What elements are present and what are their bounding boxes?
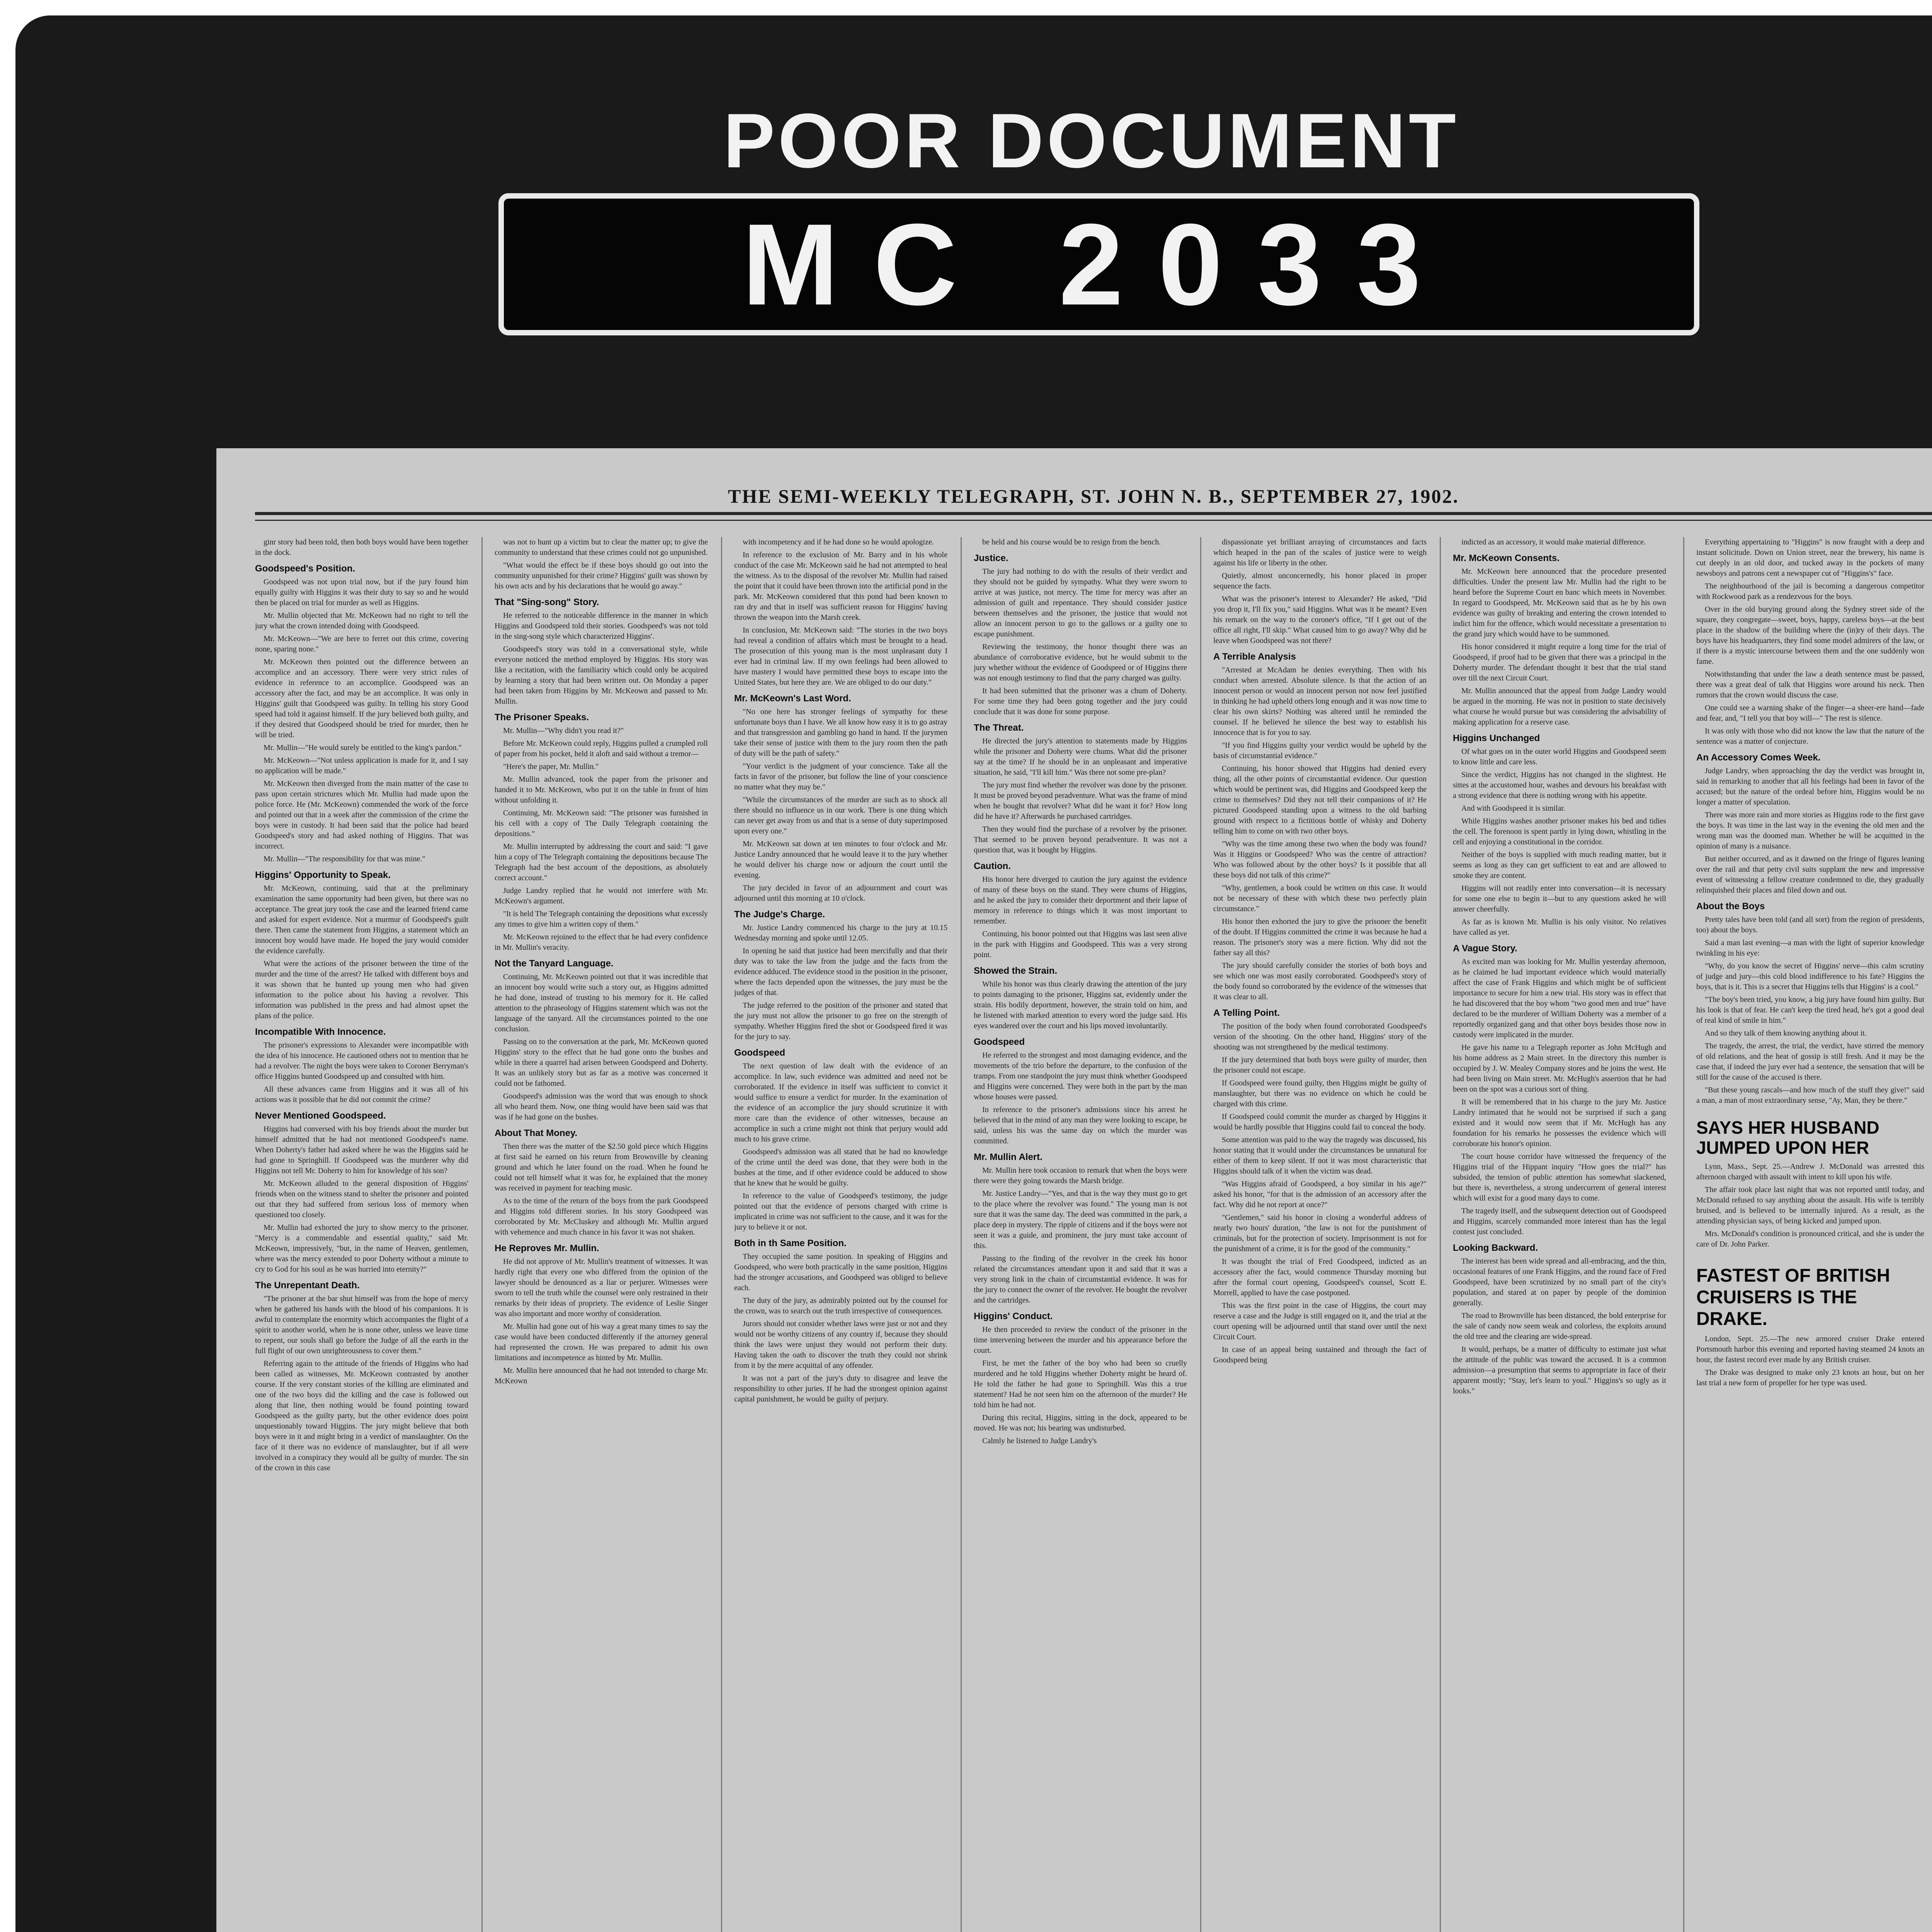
paragraph: Mrs. McDonald's condition is pronounced critical, and she is under the care of Dr. John Parker. [1696, 1230, 1924, 1248]
paragraph: In case of an appeal being sustained and through the fact of Goodspeed being [1213, 1345, 1427, 1364]
paragraph: "Here's the paper, Mr. Mullin." [503, 762, 599, 771]
paragraph: Referring again to the attitude of the friends of Higgins who had been called as witnesses, Mr. McKeown contrasted by another course. If the very constant stories of the killing are eliminated and one of the two boys did the killing and the case is followed out along that line, then nothing would be found pointing toward Goodspeed as the guilty party, but the other evidence does point unquestionably toward Higgins. The jury might believe that both boys were in it and might bring in a verdict of manslaughter. On the face of it there was no evidence of manslaughter, but if all were involved in a conspiracy they would all be guilty of murder. The sin of the crown in this case [255, 1359, 468, 1472]
text-column-6 [1453, 537, 1666, 1932]
paragraph: Reviewing the testimony, the honor thought there was an abundance of corroborative evidence, but he would submit to the jury whether without the evidence of Goodspeed or of Higgins there was not enough testimony to find that the party charged was guilty. [974, 643, 1187, 682]
paragraph: Of what goes on in the outer world Higgins and Goodspeed seem to know little and care less. [1453, 747, 1666, 766]
paragraph: Continuing, Mr. McKeown said: "The prisoner was furnished in his cell with a copy of The Daily Telegraph containing the depositions." [495, 809, 708, 838]
section-heading: Higgins Unchanged [1453, 733, 1540, 743]
paragraph: Continuing, his honor pointed out that Higgins was last seen alive in the park with Higgins and Goodspeed. This was a very strong point. [974, 930, 1187, 959]
paragraph: Judge Landry, when approaching the day the verdict was brought in, said in remarking to another that all his feelings had been in favor of the accused; but the nature of the ordeal before him, Higgins would be no longer a matter of speculation. [1696, 767, 1924, 806]
paragraph: was not to hunt up a victim but to clear the matter up; to give the community to understand that these crimes could not go unpunished. [495, 538, 708, 557]
paragraph: with incompetency and if he had done so he would apologize. [743, 538, 934, 546]
section-heading: A Terrible Analysis [1213, 651, 1296, 662]
paragraph: "If you find Higgins guilty your verdict would be upheld by the basis of circumstantial evidence." [1213, 741, 1427, 760]
masthead-rule [255, 512, 1932, 515]
section-heading: That "Sing-song" Story. [495, 597, 599, 607]
paragraph: During this recital, Higgins, sitting in the dock, appeared to be moved. He was not; his bearing was undisturbed. [974, 1413, 1187, 1432]
paragraph: It had been submitted that the prisoner was a chum of Doherty. For some time they had been going together and the jury could conclude that it was done for some purpose. [974, 687, 1187, 716]
section-heading: Showed the Strain. [974, 966, 1058, 976]
paragraph: "No one here has stronger feelings of sympathy for these unfortunate boys than I have. We all know how easy it is to go astray and that transgression and gambling go hand in hand. If the jurymen take their sense of justice with them to the jury room then the path of duty will be the path of safety." [734, 707, 947, 758]
section-heading: An Accessory Comes Week. [1696, 752, 1821, 763]
paragraph: The jury must find whether the revolver was done by the prisoner. It must be proved beyond peradventure. What was the frame of mind when he bought that revolver? What did he want it for? How long did he have it? Afterwards he purchased cartridges. [974, 781, 1187, 821]
text-column-4 [974, 537, 1187, 1932]
masthead: THE SEMI-WEEKLY TELEGRAPH, ST. JOHN N. B., SEPTEMBER 27, 1902. [728, 485, 1459, 507]
section-heading: The Threat. [974, 723, 1024, 733]
paragraph: The jury decided in favor of an adjournment and court was adjourned until this morning at 10 o'clock. [734, 884, 947, 903]
paragraph: They occupied the same position. In speaking of Higgins and Goodspeed, who were both practically in the same position, Higgins had the stronger accusations, and Goodspeed was obliged to believe each. [734, 1252, 947, 1292]
paragraph: Mr. Mullin had exhorted the jury to show mercy to the prisoner. "Mercy is a commendable and essential quality," said Mr. McKeown, impressively, "but, in the name of Heaven, gentlemen, where was the mercy extended to poor Doherty without a minute to cry to God for his soul as he was hurried into eternity?" [255, 1223, 468, 1274]
paragraph: Mr. McKeown—"Not unless application is made for it, and I say no application will be made." [255, 756, 468, 775]
paragraph: Mr. McKeown then diverged from the main matter of the case to pass upon certain strictures which Mr. Mullin had made upon the police force. He (Mr. McKeown) commended the work of the force and pointed out that in a week after the commission of the crime the boys were in custody. It had been said that the police had heard Goodspeed's story and had asked nothing of Higgins. That was incorrect. [255, 779, 468, 850]
paragraph: indicted as an accessory, it would make material difference. [1461, 538, 1646, 546]
section-heading: A Telling Point. [1213, 1008, 1280, 1018]
paragraph: Mr. Justice Landry—"Yes, and that is the way they must go to get to the place where the revolver was found." The young man is not sure that it was the same day. The deed was committed in the park, a place deep in mystery. The ripple of citizens and if the boys were not seen it was a guide, and prominent, the jury must take account of this. [974, 1189, 1187, 1250]
paragraph: Said a man last evening—a man with the light of superior knowledge twinkling in his eye: [1696, 939, 1924, 957]
column-divider [1440, 537, 1441, 1932]
news-headline: FASTEST OF BRITISH CRUISERS IS THE DRAKE. [1696, 1265, 1890, 1329]
paragraph: He referred to the strongest and most damaging evidence, and the movements of the trio before the departure, to the confusion of the tramps. From one standpoint the jury must think whether Goodspeed and Higgins were concerned. They were both in the part by the man whose houses were passed. [974, 1051, 1187, 1101]
paragraph: The prisoner's expressions to Alexander were incompatible with the idea of his innocence. He cautioned others not to mention that he had a revolver. The night the boys were taken to Coroner Berryman's office Higgins hunted Goodspeed up and consulted with him. [255, 1041, 468, 1081]
section-heading: Not the Tanyard Language. [495, 958, 614, 969]
paragraph: He gave his name to a Telegraph reporter as John McHugh and his home address as 2 Main street. In the directory this number is occupied by J. W. Mealey Company stores and he joins the west. He had been living on Main street. Mr. McHugh's assertion that he had been on the spot was a curious sort of thing. [1453, 1043, 1666, 1094]
paragraph: While Higgins washes another prisoner makes his bed and tidies the cell. The forenoon is spent partly in lying down, whistling in the cell and enjoying a constitutional in the corridor. [1453, 817, 1666, 846]
paragraph: The affair took place last night that was not reported until today, and McDonald refused to say anything about the assault. His wife is terribly bruised, and is believed to be internally injured. As a result, as the attending physician says, of being kicked and jumped upon. [1696, 1185, 1924, 1225]
paragraph: In reference to the exclusion of Mr. Barry and in his whole conduct of the case Mr. McKeown said he had not attempted to heal the witness. As to the disposal of the revolver Mr. Mullin had raised the point that it could have been thrown into the artificial pond in the park. Mr. McKeown considered that this pond had been known to ran dry and that in itself was sufficient reason for Higgins' having thrown the weapon into the Marsh creek. [734, 551, 947, 622]
paragraph: It was only with those who did not know the law that the nature of the sentence was a matter of conjecture. [1696, 727, 1924, 746]
paragraph: Judge Landry replied that he would not interfere with Mr. McKeown's argument. [495, 886, 708, 905]
section-heading: A Vague Story. [1453, 943, 1517, 954]
column-divider [721, 537, 722, 1932]
paragraph: Mr. Mullin had gone out of his way a great many times to say the case would have been conducted differently if the attorney general had represented the crown. He was prepared to admit his own limitations and incompetence as hinted by Mr. Mullin. [495, 1322, 708, 1362]
paragraph: Mr. Mullin objected that Mr. McKeown had no right to tell the jury what the crown intended doing with Goodspeed. [255, 611, 468, 630]
paragraph: In reference to the value of Goodspeed's testimony, the judge pointed out that the evidence of persons charged with crime is implicated in crime was not sufficient to the cause, and it was for the jury to believe it or not. [734, 1192, 947, 1231]
paragraph: It would, perhaps, be a matter of difficulty to estimate just what the attitude of the public was toward the accused. It is a common admission—a presumption that seems to appropriate in face of their apparent mostly; "Stay, let's learn to youl." Higgins's so ugly as it looks." [1453, 1345, 1666, 1395]
paragraph: The interest has been wide spread and all-embracing, and the thin, occasional features of one Frank Higgins, and the round face of Fred Goodspeed, have been scrutinized by no small part of the city's population, and stared at on paper by people of the dominion generally. [1453, 1257, 1666, 1307]
paragraph: If Goodspeed could commit the murder as charged by Higgins it would be hardly possible that Higgins could fail to conceal the body. [1213, 1112, 1427, 1131]
paragraph: He then proceeded to review the conduct of the prisoner in the time intervening between the murder and his appearance before the court. [974, 1325, 1187, 1355]
news-headline: SAYS HER HUSBAND JUMPED UPON HER [1696, 1117, 1879, 1158]
paragraph: ginr story had been told, then both boys would have been together in the dock. [255, 538, 468, 557]
paragraph: As excited man was looking for Mr. Mullin yesterday afternoon, as he claimed he had important evidence which would materially affect the case of Frank Higgins and which might be of sufficient importance to secure for him a new trial. His story was in effect that he had discovered that the boy whom "two good men and true" have declared to be the murderer of William Doherty was a member of a reportedly organized gang and that other boys besides those now in custody were implicated in the murder. [1453, 957, 1666, 1039]
paragraph: The Drake was designed to make only 23 knots an hour, but on her last trial a new form of propeller for her type was used. [1696, 1368, 1924, 1387]
paragraph: Mr. Mullin—"The responsibility for that was mine." [264, 855, 425, 863]
paragraph: One could see a warning shake of the finger—a sheer-ere hand—fade and fear, and, "I tell you that boy will—" The rest is silence. [1696, 704, 1924, 723]
paragraph: The jury should carefully consider the stories of both boys and see which one was most easily corroborated. Goodspeed's story of the body found so corroborated by the evidence of the witnesses that it was clear to all. [1213, 961, 1427, 1001]
paragraph: Goodspeed's story was told in a conversational style, while everyone noticed the method employed by Higgins. His story was like a recitation, with the familiarity which could only be acquired by learning a story that had been written out. On Monday a paper had been taken from Higgins by Mr. McKeown and passed to Mr. Mullin. [495, 645, 708, 706]
paragraph: "But these young rascals—and how much of the stuff they give!" said a man, a man of most extraordinary sense, "Ay, Man, they be there." [1696, 1086, 1924, 1105]
paragraph: He directed the jury's attention to statements made by Higgins while the prisoner and Doherty were chums. What did the prisoner say at the time? If he should be in an unpleasant and imperative situation, he said, "I'll kill him." Was there not some pre-plan? [974, 737, 1187, 777]
paragraph: Mr. McKeown rejoined to the effect that he had every confidence in Mr. Mullin's veracity. [495, 933, 708, 952]
paragraph: Mr. McKeown sat down at ten minutes to four o'clock and Mr. Justice Landry announced that he would leave it to the jury whether he would deliver his charge now or adjourn the court until the evening. [734, 840, 947, 879]
paragraph: Goodspeed's admission was all stated that he had no knowledge of the crime until the deed was done, that they were both in the bushes at the time, and if other evidence could be adduced to show that he knew that he would be guilty. [734, 1148, 947, 1187]
paragraph: And with Goodspeed it is similar. [1461, 804, 1565, 813]
paragraph: First, he met the father of the boy who had been so cruelly murdered and he told Higgins whether Doherty might be heard of. He told the father he had gone to Springhill. Was this a true statement? Had he not seen him on the afternoon of the murder? He told him he had not. [974, 1359, 1187, 1409]
paragraph: If the jury determined that both boys were guilty of murder, then the prisoner could not escape. [1213, 1056, 1427, 1075]
column-divider [961, 537, 962, 1932]
section-heading: Goodspeed's Position. [255, 563, 355, 574]
paragraph: be held and his course would be to resign from the bench. [982, 538, 1161, 546]
section-heading: Mr. McKeown Consents. [1453, 553, 1560, 563]
paragraph: Over in the old burying ground along the Sydney street side of the square, they congregate—sweet, boys, happy, careless boys—at the best place in the shadow of the building where the (in)ry of their days. The boys have his headquarters, they find some model admirers of the law, or if there is a mystic intercourse between them and the one suddenly won fame. [1696, 605, 1924, 666]
paragraph: If Goodspeed were found guilty, then Higgins might be guilty of manslaughter, but there was no evidence on which he could be charged with this crime. [1213, 1079, 1427, 1108]
paragraph: Mr. Mullin—"He would surely be entitled to the king's pardon." [264, 743, 462, 752]
section-heading: The Judge's Charge. [734, 909, 825, 920]
paragraph: Mr. McKeown, continuing, said that at the preliminary examination the same opportunity had been given, but there was no acceptance. The great jury took the case and the learned friend came and asked for expert evidence. Not a murmur of Goodspeed's guilt there. Then came the statement from Higgins, a statement which an innocent boy would have made. He hoped the jury would consider the evidence carefully. [255, 884, 468, 955]
paragraph: "Gentlemen," said his honor in closing a wonderful address of nearly two hours' duration, "the law is not for the punishment of criminals, but for the protection of society. Imprisonment is not for the punishment of a crime, it is for the good of the community." [1213, 1213, 1427, 1253]
section-heading: Goodspeed [974, 1037, 1025, 1047]
paragraph: Mr. McKeown alluded to the general disposition of Higgins' friends when on the witness stand to shelter the prisoner and pointed out that they had suffered from serious loss of memory when questioned too closely. [255, 1179, 468, 1219]
paragraph: The duty of the jury, as admirably pointed out by the counsel for the crown, was to search out the truth irrespective of consequences. [734, 1296, 947, 1315]
paragraph: Continuing, his honor showed that Higgins had denied every thing, all the other points of circumstantial evidence. Our question which would be pertinent was, did Higgins and Goodspeed keep the crime to themselves? Did they not tell their companions of it? He pictured Goodspeed standing upon a witness to the old barbing ground with respect to a fictitious bottle of whisky and Doherty telling him to come on with two other boys. [1213, 764, 1427, 835]
paragraph: Mr. Mullin announced that the appeal from Judge Landry would be argued in the morning. He was not in position to state decisively what course he would pursue but was considering the advisability of making application for a reserve case. [1453, 687, 1666, 726]
paragraph: Everything appertaining to "Higgins" is now fraught with a deep and instant solicitude. Down on Union street, near the brewery, his name is cut deeply in an old door, and tucked away in the pockets of many newsboys and patrons cent a newspaper cut of "Higgins's" face. [1696, 538, 1924, 578]
poor-document-label: POOR DOCUMENT [723, 98, 1459, 184]
text-column-2 [495, 537, 708, 1932]
paragraph: Passing to the finding of the revolver in the creek his honor related the circumstances attendant upon it and said that it was a very strong link in the chain of circumstantial evidence. It was for the jury to connect the owner of the revolver. He bought the revolver and the cartridges. [974, 1254, 1187, 1304]
paragraph: But neither occurred, and as it dawned on the fringe of figures leaning over the rail and that petty civil suits supplant the new and impressive event of witnessing a fellow creature condemned to die, they gradually relinquished their places and filed down and out. [1696, 855, 1924, 895]
paragraph: "What would the effect be if these boys should go out into the community unpunished for their crime? Higgins' guilt was shown by his own acts and by his declarations that he would go away." [495, 561, 708, 590]
section-heading: About That Money. [495, 1128, 578, 1138]
column-divider [1200, 537, 1201, 1932]
paragraph: Higgins had conversed with his boy friends about the murder but himself admitted that he had not mentioned Goodspeed's name. When Doherty's father had asked where he was the Higgins said he had gone to Springhill. If Goodspeed was the murderer why did Higgins not tell Mr. Doherty to him for knowledge of his son? [255, 1125, 468, 1175]
paragraph: His honor here diverged to caution the jury against the evidence of many of these boys on the stand. They were chums of Higgins, and he asked the jury to consider their deportment and their lapse of memory in reference to things which it was most important to remember. [974, 875, 1187, 925]
paragraph: It was not a part of the jury's duty to disagree and leave the responsibility to other juries. If he had the strongest opinion against capital punishment, he would be guilty of perjury. [734, 1374, 947, 1403]
paragraph: Some attention was paid to the way the tragedy was discussed, his honor stating that it would under the circumstances be unnatural for either of them to keep silent. If not it was most characteristic that Higgins should talk of it when the victim was dead. [1213, 1136, 1427, 1175]
column-divider [481, 537, 483, 1932]
paragraph: "Arrested at McAdam he denies everything. Then with his conduct when arrested. Absolute silence. Is that the action of an innocent person or would an innocent person not now feel justified in thinking he had upheld others long enough and it was now time to clear his own skirts? Nothing was altered until he reminded the counsel. If he believed he silence the best way to establish his innocence that is for you to say. [1213, 666, 1427, 737]
paragraph: As far as is known Mr. Mullin is his only visitor. No relatives have called as yet. [1453, 918, 1666, 937]
paragraph: The position of the body when found corroborated Goodspeed's version of the shooting. On the other hand, Higgins' story of the shooting was not strengthened by the medical testimony. [1213, 1022, 1427, 1051]
paragraph: "While the circumstances of the murder are such as to shock all there should no influence us in our work. There is one thing which can never get away from us and that is a sense of duty superimposed upon every one." [734, 796, 947, 835]
paragraph: "The boy's been tried, you know, a big jury have found him guilty. But his look is that of fear. He can't keep the tired head, he's got a good deal of real kind of smile in him." [1696, 995, 1924, 1025]
paragraph: Mr. Mullin advanced, took the paper from the prisoner and handed it to Mr. McKeown, who put it on the table in front of him without unfolding it. [495, 775, 708, 804]
microfilm-code-plate: MC 2033 [498, 193, 1699, 335]
paragraph: Mr. Justice Landry commenced his charge to the jury at 10.15 Wednesday morning and spoke until 12.05. [734, 923, 947, 942]
paragraph: Higgins will not readily enter into conversation—it is necessary for some one else to begin it—but to any questions asked he will answer cheerfully. [1453, 884, 1666, 913]
paragraph: The judge referred to the position of the prisoner and stated that the jury must not allow the prisoner to go free on the strength of sympathy. Whether Higgins fired the shot or Goodspeed fired it was for the jury to say. [734, 1001, 947, 1041]
text-column-3 [734, 537, 947, 1932]
paragraph: As to the time of the return of the boys from the park Goodspeed and Higgins told different stories. In his story Goodspeed was corroborated by Mr. McCluskey and although Mr. Mullin argued with vehemence and much chance in his favor it was not shaken. [495, 1197, 708, 1236]
paragraph: It was thought the trial of Fred Goodspeed, indicted as an accessory after the fact, would commence Thursday morning but after the formal court opening, Goodspeed's counsel, Scott E. Morrell, applied to have the case postponed. [1213, 1257, 1427, 1297]
paragraph: "It is held The Telegraph containing the depositions what excessly any times to give him a written copy of them." [495, 910, 708, 929]
paragraph: Then there was the matter of the $2.50 gold piece which Higgins at first said he earned on his return from Brownville by cleaning ground and which he later found on the road. When he found he could not tell himself what it was for, he explained that the money was received in payment for teaching music. [495, 1142, 708, 1192]
paragraph: Mr. McKeown here announced that the procedure presented difficulties. Under the present law Mr. Mullin had the right to be heard before the Supreme Court en banc which meets in November. In regard to Goodspeed, Mr. McKeown said that as he by his own evidence was guilty of breaking and entering the crown intended to indict him for the offence, which would necessitate a presentation to the grand jury which would have to be summoned. [1453, 567, 1666, 638]
paragraph: Jurors should not consider whether laws were just or not and they would not be worthy citizens of any country if, because they should think the laws were unjust they would not perform their duty. Having taken the oath to discover the truth they could not shrink from it by the mere acquittal of any offender. [734, 1320, 947, 1370]
paragraph: Before Mr. McKeown could reply, Higgins pulled a crumpled roll of paper from his pocket, held it aloft and said without a tremor— [495, 739, 708, 758]
paragraph: What were the actions of the prisoner between the time of the murder and the time of the arrest? He talked with different boys and it was shown that he hunted up young men who had given information to the police about his having a revolver. This information was published in the press and had almost upset the plans of the police. [255, 959, 468, 1020]
paragraph: dispassionate yet brilliant arraying of circumstances and facts which heaped in the pan of the scales of justice were to weigh against his life or liberty in the other. [1213, 538, 1427, 567]
paragraph: Mr. McKeown then pointed out the difference between an accomplice and an accessory. There were very strict rules of evidence in reference to an accomplice. Goodspeed was an accessory after the fact, and may be an accomplice. It was only in Higgins' guilt that Goodspeed was guilty. In telling his story Good speed had told it against himself. If the jury believed both guilty, and if they desired that Goodspeed should be tried for murder, then he will be tried. [255, 658, 468, 739]
masthead-rule-thin [255, 520, 1932, 521]
paragraph: "Your verdict is the judgment of your conscience. Take all the facts in favor of the prisoner, but follow the line of your conscience no matter what they may be." [734, 762, 947, 791]
section-heading: Mr. McKeown's Last Word. [734, 693, 851, 704]
paragraph: Mr. Mullin interrupted by addressing the court and said: "I gave him a copy of The Telegraph containing the depositions because The Telegraph had the best account of the depositions, as absolutely correct account." [495, 842, 708, 882]
section-heading: Incompatible With Innocence. [255, 1027, 386, 1037]
paragraph: "The prisoner at the bar shut himself was from the hope of mercy when he gathered his hands with the blood of his companions. It is awful to contemplate the enormity which accompanies the flight of a spirit to another world, when he is none other, unless we leave time to repent, our souls shall go before the Judge of all the earth in the full flight of our own unrighteousness to cover them." [255, 1294, 468, 1355]
section-heading: Justice. [974, 553, 1009, 563]
paragraph: The court house corridor have witnessed the frequency of the Higgins trial of the Hippant inquiry "How goes the trial?" has subsided, the tension of public attention has somewhat slackened, but there is, nevertheless, a strong undercurrent of general interest which will exist for a good many days to come. [1453, 1152, 1666, 1202]
section-heading: Never Mentioned Goodspeed. [255, 1111, 386, 1121]
paragraph: In conclusion, Mr. McKeown said: "The stories in the two boys had reveal a condition of affairs which must be brought to a head. The prosecution of this young man is the most unpleasant duty I ever had in criminal law. If my own feelings had been allowed to have mastery I would have permitted these boys to escape into the United States, but here they are. We are obliged to do our duty." [734, 626, 947, 687]
section-heading: He Reproves Mr. Mullin. [495, 1243, 599, 1253]
column-divider [1683, 537, 1684, 1932]
section-heading: Looking Backward. [1453, 1243, 1538, 1253]
section-heading: Mr. Mullin Alert. [974, 1152, 1043, 1162]
paragraph: There was more rain and more stories as Higgins rode to the first gave the boys. It was time in the last way in the evening the old men and the wrong man was the doomed man. Whether he will be acquitted in the opinion of many is a nuisance. [1696, 811, 1924, 850]
paragraph: The next question of law dealt with the evidence of an accomplice. In law, such evidence was admitted and need not be corroborated. If the evidence in itself was sufficient to convict it would suffice to ensure a verdict for murder. In the examination of the evidence of an accomplice the jury should scrutinize it with more care than the evidence of other witnesses, because an accomplice in such a crime might not think that perjury would add much to his grave crime. [734, 1062, 947, 1143]
paragraph: The road to Brownville has been distanced, the bold enterprise for the sale of candy now seem weak and colorless, the exploits around the old tree and the clearing are wide-spread. [1453, 1311, 1666, 1341]
section-heading: About the Boys [1696, 901, 1765, 912]
paragraph: London, Sept. 25.—The new armored cruiser Drake entered Portsmouth harbor this evening and reported having steamed 24 knots an hour, the fastest record ever made by any British cruiser. [1696, 1335, 1924, 1364]
paragraph: The tragedy itself, and the subsequent detection out of Goodspeed and Higgins, scarcely commanded more interest than has the legal contest just concluded. [1453, 1207, 1666, 1236]
paragraph: All these advances came from Higgins and it was all of his actions was it possible that he did not commit the crime? [255, 1085, 468, 1104]
paragraph: And so they talk of them knowing anything about it. [1705, 1029, 1867, 1037]
paragraph: Mr. Mullin here announced that he had not intended to charge Mr. McKeown [495, 1366, 708, 1385]
paragraph: Mr. McKeown—"We are here to ferret out this crime, covering none, sparing none." [255, 634, 468, 653]
paragraph: Since the verdict, Higgins has not changed in the slightest. He sittes at the accustomed hour, washes and devours his breakfast with a strong evidence that there is nothing wrong with his appetite. [1453, 770, 1666, 800]
section-heading: Caution. [974, 861, 1011, 871]
paragraph: He did not approve of Mr. Mullin's treatment of witnesses. It was hardly right that every one who differed from the opinion of the lawyer should be denounced as a liar or perjurer. Witnesses were sworn to tell the truth while the counsel were only restrained in their remarks by their ideas of propriety. The evidence of Leslie Singer was also important and more worthy of consideration. [495, 1257, 708, 1318]
paragraph: What was the prisoner's interest to Alexander? He asked, "Did you drop it, I'll fix you," said Higgins. What was it he meant? Even his remark on the way to the coroner's office, "If I get out of the office all right, I'll skip." What caused him to go away? Why did he leave when Goodspeed was not there? [1213, 595, 1427, 645]
paragraph: Then they would find the purchase of a revolver by the prisoner. That seemed to be proven beyond peradventure. It was not a question that, was it bought by Higgins. [974, 825, 1187, 854]
section-heading: The Prisoner Speaks. [495, 712, 589, 723]
section-heading: The Unrepentant Death. [255, 1280, 360, 1291]
section-heading: Both in th Same Position. [734, 1238, 847, 1248]
text-column-1 [255, 537, 468, 1932]
paragraph: Continuing, Mr. McKeown pointed out that it was incredible that an innocent boy would write such a story out, as Higgins admitted he had done, instead of trusting to his memory for it. He called attention to the phraseology of Higgins statement which was not the language of the tanyard. All the circumstances pointed to the one conclusion. [495, 973, 708, 1033]
paragraph: Calmly he listened to Judge Landry's [982, 1437, 1097, 1445]
paragraph: Notwithstanding that under the law a death sentence must be passed, there was a great deal of talk that Higgins wore around his neck. Then rumors that the crown would discuss the case. [1696, 670, 1924, 699]
text-column-7 [1696, 537, 1924, 1812]
paragraph: Mr. Mullin here took occasion to remark that when the boys were there were they going towards the Marsh bridge. [974, 1166, 1187, 1185]
paragraph: Quietly, almost unconcernedly, his honor placed in proper sequence the facts. [1213, 571, 1427, 590]
paragraph: In reference to the prisoner's admissions since his arrest he believed that in the mind of any man they were looking to escape, he said, unless his was the same day on which the murder was committed. [974, 1105, 1187, 1145]
paragraph: He referred to the noticeable difference in the manner in which Higgins and Goodspeed told their stories. Goodspeed's was not told in the sing-song style which characterized Higgins'. [495, 611, 708, 641]
paragraph: While his honor was thus clearly drawing the attention of the jury to points damaging to the prisoner, Higgins sat, evidently under the strain. His bodily deportment, however, the strain told on him, and he listened with marked attention to every word the judge said. His eyes wandered over the court and his lips moved involuntarily. [974, 980, 1187, 1030]
paragraph: "Why, gentlemen, a book could be written on this case. It would not be necessary of these with which these two perfectly plain circumstance." [1213, 884, 1427, 913]
paragraph: The jury had nothing to do with the results of their verdict and they should not be guided by sympathy. What they were sworn to arrive at was justice, not mercy. The time for mercy was after an admission of guilt and repentance. They should consider justice between themselves and the prisoner, the justice that would not allow an innocent person to go to the gallows or a guilty one to escape punishment. [974, 567, 1187, 638]
paragraph: The neighbourhood of the jail is becoming a dangerous competitor with Rockwood park as a rendezvous for the boys. [1696, 582, 1924, 601]
section-heading: Higgins' Opportunity to Speak. [255, 870, 391, 880]
paragraph: "Why was the time among these two when the body was found? Was it Higgins or Goodspeed? Who was the centre of attraction? Who was followed about by the other boys? Is it possible that all these boys did not talk of this crime?" [1213, 840, 1427, 879]
paragraph: His honor considered it might require a long time for the trial of Goodspeed, if proof had to be given that there was a principal in the Doherty murder. The defendant thought it best that the trial stand over till the next Circuit Court. [1453, 643, 1666, 682]
section-heading: Goodspeed [734, 1048, 786, 1058]
paragraph: It will be remembered that in his charge to the jury Mr. Justice Landry intimated that he would not be surprised if such a gang existed and it would now seem that if Mr. McHugh has any foundation for his remarks he possesses the evidence which will corroborate his honor's opinion. [1453, 1098, 1666, 1148]
paragraph: This was the first point in the case of Higgins, the court may reserve a case and the Judge is still engaged on it, and the trial at the court opening will be adjourned until that stand over until the next Circuit Court. [1213, 1301, 1427, 1341]
paragraph: Neither of the boys is supplied with much reading matter, but it seems as long as they can get sufficient to eat and are allowed to smoke they are content. [1453, 850, 1666, 880]
paragraph: Goodspeed's admission was the word that was enough to shock all who heard them. Now, one thing would have been said was that was if he had gone on the bushes. [495, 1092, 708, 1121]
text-column-5 [1213, 537, 1427, 1932]
paragraph: Pretty tales have been told (and all sort) from the region of presidents, too) about the boys. [1696, 915, 1924, 934]
paragraph: Goodspeed was not upon trial now, but if the jury found him equally guilty with Higgins it was their duty to say so and he would then be placed on trial for murder as well as Higgins. [255, 578, 468, 607]
paragraph: Lynn, Mass., Sept. 25.—Andrew J. McDonald was arrested this afternoon charged with assault with intent to kill upon his wife. [1696, 1162, 1924, 1181]
section-heading: Higgins' Conduct. [974, 1311, 1053, 1321]
paragraph: The tragedy, the arrest, the trial, the verdict, have stirred the memory of old relations, and the heat of gossip is still fresh. And it may be the case that, if indeed the jury ever had a sentence, the sensation that will be still for the cause of the accused is there. [1696, 1042, 1924, 1082]
paragraph: His honor then exhorted the jury to give the prisoner the benefit of the doubt. If Higgins committed the crime it was because he had a reason. The prisoner's story was a mere fiction. Why did not the father say all this? [1213, 917, 1427, 957]
paragraph: "Was Higgins afraid of Goodspeed, a boy similar in his age?" asked his honor, "for that is the admission of an accessory after the fact. Why did he not report at once?" [1213, 1180, 1427, 1209]
paragraph: "Why, do you know the secret of Higgins' nerve—this calm scrutiny of judge and jury—this cold blood indifference to his fate? Higgins the boys, that is it. This is a secret that Higgins tells that Higgins' is a cool." [1696, 962, 1924, 991]
paragraph: In opening he said that justice had been mercifully and that their duty was to take the law from the judge and the facts from the evidence adduced. The evidence stood in the position in the prisoner, where the facts depended upon the witnesses, the jury must be the judges of that. [734, 947, 947, 997]
paragraph: Mr. Mullin—"Why didn't you read it?" [503, 726, 624, 735]
newspaper-page [216, 448, 1932, 1932]
paragraph: Passing on to the conversation at the park, Mr. McKeown quoted Higgins' story to the effect that he had gone onto the bushes and while in there a quarrel had arisen between Goodspeed and Doherty. It was an unlikely story but as far as a motive was concerned it could not be fathomed. [495, 1037, 708, 1088]
